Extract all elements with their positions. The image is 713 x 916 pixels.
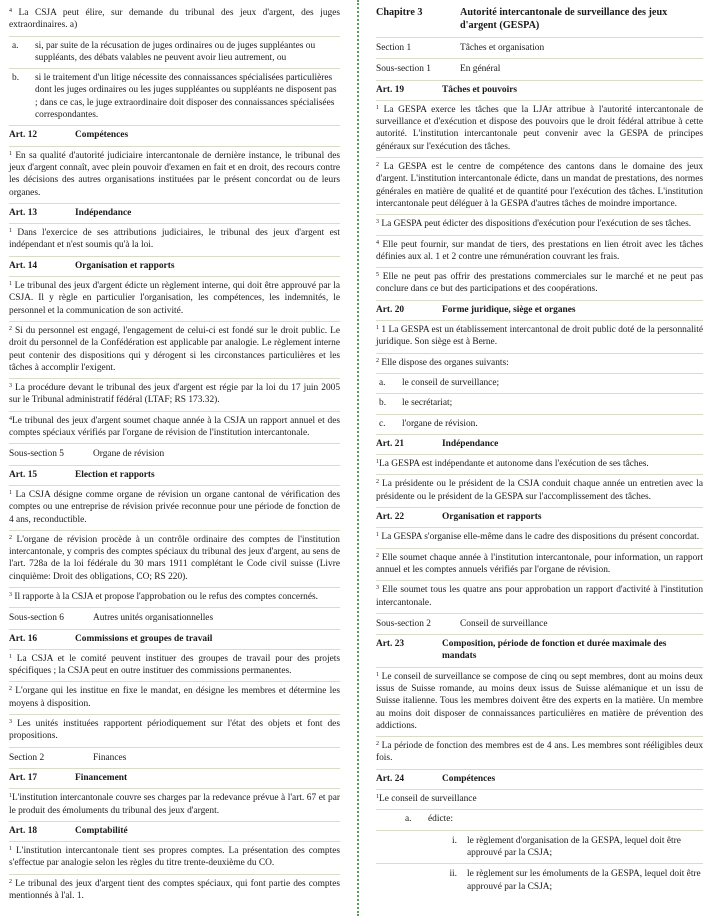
list-item: b. si le traitement d'un litige nécessite des connaissances spécialisées particulières dont les juges ordinaires ou les juges suppléantes ou suppléants ne disposent pas ; dans ce cas, le juge extraordinaire doit disposer des connaissances spécialisées correspondantes. — [12, 73, 337, 121]
article-paragraph: $^3$ Les unités instituées rapportent périodiquement sur l'état des objets et font des propositions. — [9, 719, 340, 742]
intro-text: La CSJA peut élire, sur demande du tribunal des jeux d'argent, des juges extraordinaires. a) — [9, 8, 340, 31]
article-heading: Art. 17 Financement — [9, 772, 128, 783]
article-paragraph: $^4$ Elle peut fournir, sur mandat de tiers, des prestations en lien étroit avec les tâches définies aux al. 1 et 2 contre une rémunération couvrant les frais. — [376, 239, 703, 262]
list-item: b. le secrétariat; — [379, 398, 453, 409]
article-heading: Art. 14 Organisation et rapports — [9, 260, 175, 271]
article-heading: Art. 19 Tâches et pouvoirs — [376, 84, 517, 95]
column-divider — [357, 0, 359, 916]
article-paragraph: $^1$ 1 La GESPA est un établissement intercantonal de droit public doté de la personnalité juridique. Son siège est à Berne. — [376, 325, 704, 348]
subsection-heading: Sous-section 2 Conseil de surveillance — [376, 618, 548, 629]
article-heading: Art. 20 Forme juridique, siège et organes — [376, 304, 576, 315]
right-column — [376, 4, 703, 897]
list-item: a. édicte: — [405, 814, 453, 825]
subsection-heading: Sous-section 1 En général — [376, 64, 501, 75]
subsection-heading: Sous-section 6 Autres unités organisationnelles — [9, 613, 214, 624]
list-item: a. si, par suite de la récusation de juges ordinaires ou de juges suppléantes ou suppléants, des débats valables ne peuvent avoir lieu autrement, ou — [12, 40, 316, 63]
article-paragraph: $^1$ En sa qualité d'autorité judiciaire intercantonale de dernière instance, le tribunal des jeux d'argent connaît, avec plein pouvoir d'examen en fait et en droit, des recours contre les décisions des autres organisations instituées par le présent concordat ou de leurs organes. — [9, 150, 340, 198]
article-paragraph: $^2$ Elle dispose des organes suivants: — [376, 357, 509, 368]
intro-paragraph: $^4$ La CSJA peut élire, sur demande du tribunal des jeux d'argent, des juges extraordinaires. a) — [9, 8, 340, 31]
article-heading: Art. 23 Composition, période de fonction et durée maximale des mandats — [376, 639, 667, 662]
article-paragraph: $^3$ La procédure devant le tribunal des jeux d'argent est régie par la loi du 17 juin 2005 sur le Tribunal administratif fédéral (LTAF; RS 173.32). — [9, 383, 341, 406]
article-heading: Art. 21 Indépendance — [376, 438, 499, 449]
article-paragraph: $^3$ La GESPA peut édicter des dispositions d'exécution pour l'exécution de ses tâches. — [376, 219, 692, 230]
sub-list-item: ii. le règlement sur les émoluments de la GESPA, lequel doit être approuvé par la CSJA; — [449, 869, 701, 892]
left-column — [9, 4, 340, 906]
section-heading: Section 2 Finances — [9, 752, 127, 763]
article-heading: Art. 12 Compétences — [9, 130, 129, 141]
section-heading: Section 1 Tâches et organisation — [376, 43, 545, 53]
article-paragraph: $^1$L'institution intercantonale couvre ses charges par la redevance prévue à l'art. 67 et par le produit des émoluments du tribunal des jeux d'argent. — [9, 793, 340, 816]
sub-list-item: i. le règlement d'organisation de la GESPA, lequel doit être approuvé par la CSJA; — [452, 835, 681, 858]
article-paragraph: $^1$ La CSJA désigne comme organe de révision un organe cantonal de vérification des comptes ou une entreprise de révision privée reconnue pour une période de fonction de 4 ans, reconductible. — [9, 489, 340, 525]
article-paragraph: $^3$ Elle soumet tous les quatre ans pour approbation un rapport d'activité à l'institution intercantonale. — [376, 585, 704, 608]
article-paragraph: $^2$ La GESPA est le centre de compétence des cantons dans le domaine des jeux d'argent. L'institution intercantonale édicte, dans un mandat de prestations, des normes générales en matière de qualité et de quantité pour l'exécution des tâches. L'institution intercantonale peut déléguer à la GESPA d'autres tâches de moindre importance. — [376, 162, 704, 209]
article-paragraph: $^1$La GESPA est indépendante et autonome dans l'exécution de ses tâches. — [376, 459, 649, 470]
subsection-heading: Sous-section 5 Organe de révision — [9, 449, 165, 460]
list-item: c. l'organe de révision. — [379, 418, 478, 429]
article-heading: Art. 16 Commissions et groupes de travail — [9, 633, 213, 644]
article-paragraph: $^2$ La présidente ou le président de la CSJA conduit chaque année un entretien avec la présidente ou le président de la GESPA sur l'accomplissement des tâches. — [376, 479, 703, 502]
article-paragraph: $^2$ L'organe qui les institue en fixe le mandat, en désigne les membres et détermine les moyens à disposition. — [9, 686, 340, 709]
article-paragraph: $^2$ La période de fonction des membres est de 4 ans. Les membres sont rééligibles deux fois. — [376, 741, 704, 764]
article-paragraph: $^5$ Elle ne peut pas offrir des prestations commerciales sur le marché et ne peut pas conclure dans ce but des participations et des coopérations. — [376, 272, 703, 295]
article-paragraph: $^1$ Dans l'exercice de ses attributions judiciaires, le tribunal des jeux d'argent est indépendant et n'est soumis qu'à la loi. — [9, 228, 341, 251]
article-paragraph: $^2$ Le tribunal des jeux d'argent tient des comptes spéciaux, qui font partie des comptes mentionnés à l'al. 1. — [9, 878, 340, 902]
article-heading: Art. 24 Compétences — [376, 773, 496, 784]
list-item: a. le conseil de surveillance; — [379, 377, 500, 388]
article-paragraph: $^2$ L'organe de révision procède à un contrôle ordinaire des comptes de l'institution intercantonale, y compris des comptes spéciaux du tribunal des jeux d'argent, au sens de l'art. 728a de la loi fédérale du 30 mars 1911 complétant le Code civil suisse (Livre cinquième: Droit des obligations, CO; RS 220). — [9, 534, 340, 582]
article-paragraph: $^1$ La CSJA et le comité peuvent instituer des groupes de travail pour des projets spécifiques ; la CSJA peut en outre instituer des commissions permanentes. — [9, 653, 340, 677]
article-heading: Art. 18 Comptabilité — [9, 825, 128, 836]
article-heading: Art. 22 Organisation et rapports — [376, 512, 542, 523]
article-paragraph: $^4$Le tribunal des jeux d'argent soumet chaque année à la CSJA un rapport annuel et des comptes spéciaux vérifiés par l'organe de révision de l'institution intercantonale. — [9, 415, 340, 439]
article-paragraph: $^2$ Elle soumet chaque année à l'institution intercantonale, pour information, un rapport annuel et les comptes annuels vérifiés par l'organe de révision. — [376, 552, 703, 575]
article-heading: Art. 13 Indépendance — [9, 207, 132, 218]
chapter-heading: Chapitre 3 Autorité intercantonale de surveillance des jeux d'argent (GESPA) — [376, 7, 668, 31]
article-paragraph: $^1$ Le conseil de surveillance se compose de cinq ou sept membres, dont au moins deux issus de Suisse romande, au moins deux issus de Suisse alémanique et un issu de Suisse italienne. Tous les membres doivent être des experts en la matière. Un membre au moins doit disposer de connaissances particulières en matière de prévention des addictions. — [376, 671, 703, 731]
article-paragraph: $^1$ La GESPA exerce les tâches que la LJAr attribue à l'autorité intercantonale de surveillance et d'exécution et dispose des pouvoirs que le droit fédéral attribue à cette autorité. L'institution intercantonale peut convenir avec la GESPA de principes généraux sur l'exécution des tâches. — [376, 104, 703, 152]
article-paragraph: $^2$ Si du personnel est engagé, l'engagement de celui-ci est fondé sur le droit public. Le droit du personnel de la Confédération est applicable par analogie. Le règlement interne peut contenir des dispositions qui y dérogent si les circonstances particulières et les tâches à accomplir l'exigent. — [9, 325, 340, 373]
article-paragraph: $^3$ Il rapporte à la CSJA et propose l'approbation ou le refus des comptes concernés. — [9, 591, 319, 602]
article-paragraph: $^1$ La GESPA s'organise elle-même dans le cadre des dispositions du présent concordat. — [376, 532, 700, 543]
article-heading: Art. 15 Election et rapports — [9, 469, 155, 480]
article-paragraph: $^1$ L'institution intercantonale tient ses propres comptes. La présentation des comptes s'effectue par analogie selon les règles du titre trente-deuxième du CO. — [9, 846, 341, 869]
article-paragraph: $^1$Le conseil de surveillance — [376, 794, 477, 805]
article-paragraph: $^1$ Le tribunal des jeux d'argent édicte un règlement interne, qui doit être approuvé par la CSJA. Il y règle en particulier l'organisation, les compétences, les indemnités, le personnel et la communication de son activité. — [9, 281, 341, 316]
